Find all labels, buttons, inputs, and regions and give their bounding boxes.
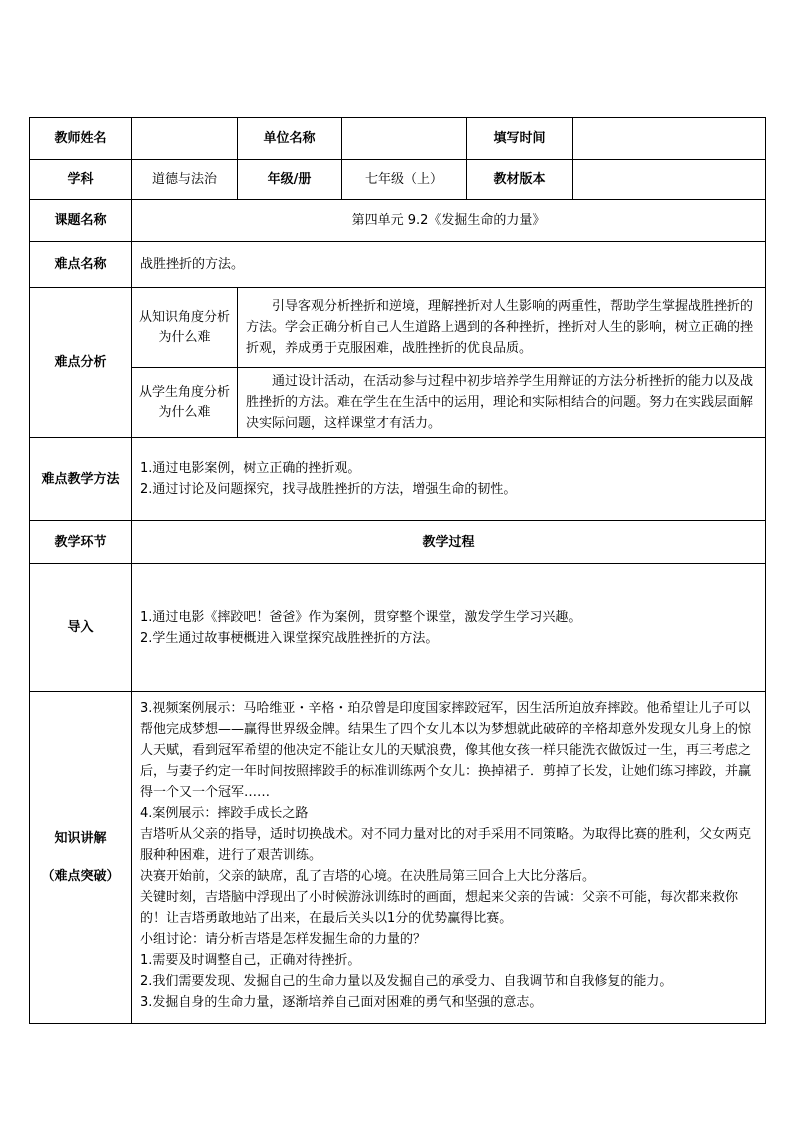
knowledge-line: 3.视频案例展示：马哈维亚・辛格・珀尕曾是印度国家摔跤冠军，因生活所迫放弃摔跤。他希望让儿子可以帮他完成梦想——赢得世界级金牌。结果生了四个女儿本以为梦想就此破碎的辛格却意外发现女儿身上的惊人天赋，看到冠军希望的他决定不能让女儿的天赋浪费，像其他女孩一样只能洗衣做饭过一生，再三考虑之后，与妻子约定一年时间按照摔跤手的标准训练两个女儿：换掉裙子．剪掉了长发，让她们练习摔跤，并赢得一个又一个冠军……: [140, 701, 752, 800]
knowledge-angle-text: [238, 288, 766, 368]
process-header-row: [30, 521, 766, 564]
analysis-label: 难点分析: [30, 288, 132, 438]
student-angle-text: [238, 368, 766, 438]
topic-label: 课题名称: [30, 200, 132, 242]
unit-name-value: [342, 118, 467, 160]
knowledge-angle-line-2: 为什么难: [158, 329, 211, 345]
knowledge-line: 1.需要及时调整自己，正确对待挫折。: [140, 953, 361, 968]
knowledge-sublabel: （难点突破）: [41, 868, 120, 884]
knowledge-angle-paragraph: 引导客观分析挫折和逆境，理解挫折对人生影响的两重性，帮助学生掌握战胜挫折的方法。学会正确分析自己人生道路上遇到的各种挫折，挫折对人生的影响，树立正确的挫折观，养成勇于克服困难，战胜挫折的优良品质。: [246, 299, 754, 356]
teacher-name-value: [132, 118, 238, 160]
intro-label: 导入: [30, 564, 132, 692]
difficulty-label: 难点名称: [30, 242, 132, 288]
topic-value: 第四单元 9.2《发掘生命的力量》: [132, 200, 766, 242]
method-line-2: 2.通过讨论及问题探究，找寻战胜挫折的方法，增强生命的韧性。: [140, 482, 517, 497]
process-label: 教学过程: [132, 521, 766, 564]
textbook-label: 教材版本: [467, 160, 573, 200]
knowledge-label-line: 知识讲解: [54, 830, 107, 846]
lesson-plan-table: [29, 117, 766, 1024]
subject-label: 学科: [30, 160, 132, 200]
knowledge-line: 吉塔听从父亲的指导，适时切换战术。对不同力量对比的对手采用不同策略。为取得比赛的胜利，父女两克服种种困难，进行了艰苦训练。: [140, 827, 752, 863]
analysis-knowledge-row: [30, 288, 766, 368]
process-step-label: 教学环节: [30, 521, 132, 564]
knowledge-line: 决赛开始前，父亲的缺席，乱了吉塔的心境。在决胜局第三回合上大比分落后。: [140, 869, 596, 884]
grade-label: 年级/册: [238, 160, 342, 200]
knowledge-angle-label: [132, 288, 238, 368]
student-angle-line-2: 为什么难: [158, 404, 211, 420]
analysis-student-row: [30, 368, 766, 438]
method-label: 难点教学方法: [30, 438, 132, 521]
intro-line-2: 2.学生通过故事梗概进入课堂探究战胜挫折的方法。: [140, 630, 439, 646]
method-content: [132, 438, 766, 521]
knowledge-line: 4.案例展示：摔跤手成长之路: [140, 806, 309, 821]
knowledge-angle-line-1: 从知识角度分析: [138, 309, 230, 325]
student-angle-label: [132, 368, 238, 438]
header-row: [30, 118, 766, 160]
method-line-1: 1.通过电影案例，树立正确的挫折观。: [140, 461, 361, 476]
difficulty-row: [30, 242, 766, 288]
grade-value: 七年级（上）: [342, 160, 467, 200]
student-angle-line-1: 从学生角度分析: [138, 384, 230, 400]
knowledge-line: 关键时刻，吉塔脑中浮现出了小时候游泳训练时的画面，想起来父亲的告诫：父亲不可能，每次都来救你的！让吉塔勇敢地站了出来，在最后关头以1分的优势赢得比赛。: [140, 890, 739, 926]
teacher-name-label: 教师姓名: [30, 118, 132, 160]
student-angle-paragraph: 通过设计活动，在活动参与过程中初步培养学生用辩证的方法分析挫折的能力以及战胜挫折的方法。难在学生在生活中的运用，理论和实际相结合的问题。努力在实践层面解决实际问题，这样课堂才有活力。: [246, 374, 754, 431]
method-row: [30, 438, 766, 521]
knowledge-line: 3.发掘自身的生命力量，逐渐培养自己面对困难的勇气和坚强的意志。: [140, 995, 543, 1010]
subject-row: [30, 160, 766, 200]
intro-row: [30, 564, 766, 692]
textbook-value: [573, 160, 766, 200]
knowledge-line: 小组讨论：请分析吉塔是怎样发掘生命的力量的？: [140, 932, 427, 947]
knowledge-content: [132, 692, 766, 1024]
topic-row: [30, 200, 766, 242]
intro-content: [132, 564, 766, 692]
subject-value: 道德与法治: [132, 160, 238, 200]
fill-time-label: 填写时间: [467, 118, 573, 160]
difficulty-value: 战胜挫折的方法。: [132, 242, 766, 288]
unit-name-label: 单位名称: [238, 118, 342, 160]
intro-line-1: 1.通过电影《摔跤吧！爸爸》作为案例，贯穿整个课堂，激发学生学习兴趣。: [140, 609, 582, 625]
knowledge-label: [30, 692, 132, 1024]
knowledge-line: 2.我们需要发现、发掘自己的生命力量以及发掘自己的承受力、自我调节和自我修复的能力。: [140, 974, 673, 989]
fill-time-value: [573, 118, 766, 160]
knowledge-row: [30, 692, 766, 1024]
